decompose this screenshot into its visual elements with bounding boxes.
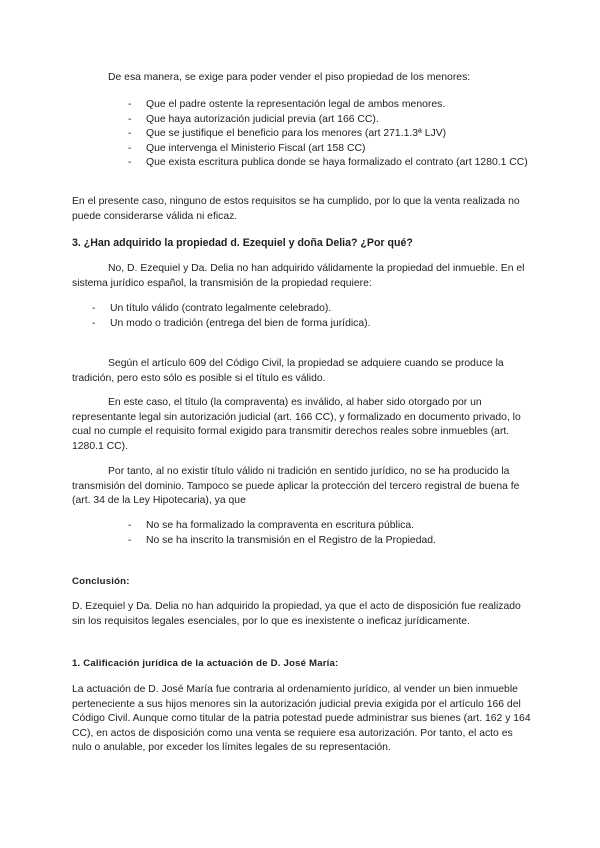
list-item: - Que el padre ostente la representación legal de ambos menores. [128, 98, 532, 113]
therefore-paragraph: Por tanto, al no existir título válido ni tradición en sentido jurídico, no se ha producido la transmisión del dominio. Tampoco se puede aplicar la protección del tercero registral de buena fe (art. 34 de la Ley Hipotecaria), ya que [72, 466, 520, 507]
section-heading-1: 1. Calificación jurídica de la actuación de D. José María: [72, 658, 339, 669]
section-heading-3: 3. ¿Han adquirido la propiedad d. Ezequiel y doña Delia? ¿Por qué? [72, 237, 413, 249]
invalid-title-paragraph: En este caso, el título (la compraventa) es inválido, al haber sido otorgado por un representante legal sin autorización judicial (art. 166 CC), y formalizado en documento privado, lo cual no cumple el requisito formal exigido para transmitir derechos reales sobre inmuebles (art. 1280.1 CC). [72, 397, 521, 452]
transmission-requirements-list [92, 302, 532, 331]
list-item: - Que intervenga el Ministerio Fiscal (art 158 CC) [128, 142, 532, 157]
registry-reasons-list [128, 519, 532, 548]
list-item: - Un modo o tradición (entrega del bien de forma jurídica). [92, 317, 532, 332]
sale-requirements-list [128, 98, 532, 171]
list-item: - No se ha inscrito la transmisión en el Registro de la Propiedad. [128, 534, 532, 549]
intro-paragraph: De esa manera, se exige para poder vender el piso propiedad de los menores: [108, 72, 471, 83]
no-acquisition-paragraph: No, D. Ezequiel y Da. Delia no han adquirido válidamente la propiedad del inmueble. En el sistema jurídico español, la transmisión de la propiedad requiere: [72, 263, 525, 289]
list-item: - Que se justifique el beneficio para los menores (art 271.1.3ª LJV) [128, 127, 532, 142]
conclusion-heading: Conclusión: [72, 576, 130, 587]
list-item: - Que exista escritura publica donde se haya formalizado el contrato (art 1280.1 CC) [128, 156, 532, 171]
list-item: - Que haya autorización judicial previa (art 166 CC). [128, 113, 532, 128]
conclusion-paragraph: D. Ezequiel y Da. Delia no han adquirido la propiedad, ya que el acto de disposición fue realizado sin los requisitos legales esenciales, por lo que es inexistente o ineficaz jurídicamente. [72, 601, 521, 627]
article-609-paragraph: Según el artículo 609 del Código Civil, la propiedad se adquiere cuando se produce la tradición, pero esto sólo es posible si el título es válido. [72, 358, 504, 384]
legal-qualification-paragraph: La actuación de D. José María fue contraria al ordenamiento jurídico, al vender un bien inmueble perteneciente a sus hijos menores sin la autorización judicial previa exigida por el artículo 166 del Código Civil. Aunque como titular de la patria potestad puede administrar sus bienes (art. 162 y 164 CC), en actos de disposición como una venta se requiere esa autorización. Por tanto, el acto es nulo o anulable, por exceder los límites legales de su representación. [72, 684, 531, 754]
list-item: - Un título válido (contrato legalmente celebrado). [92, 302, 532, 317]
list-item: - No se ha formalizado la compraventa en escritura pública. [128, 519, 532, 534]
present-case-paragraph: En el presente caso, ninguno de estos requisitos se ha cumplido, por lo que la venta realizada no puede considerarse válida ni eficaz. [72, 196, 520, 222]
